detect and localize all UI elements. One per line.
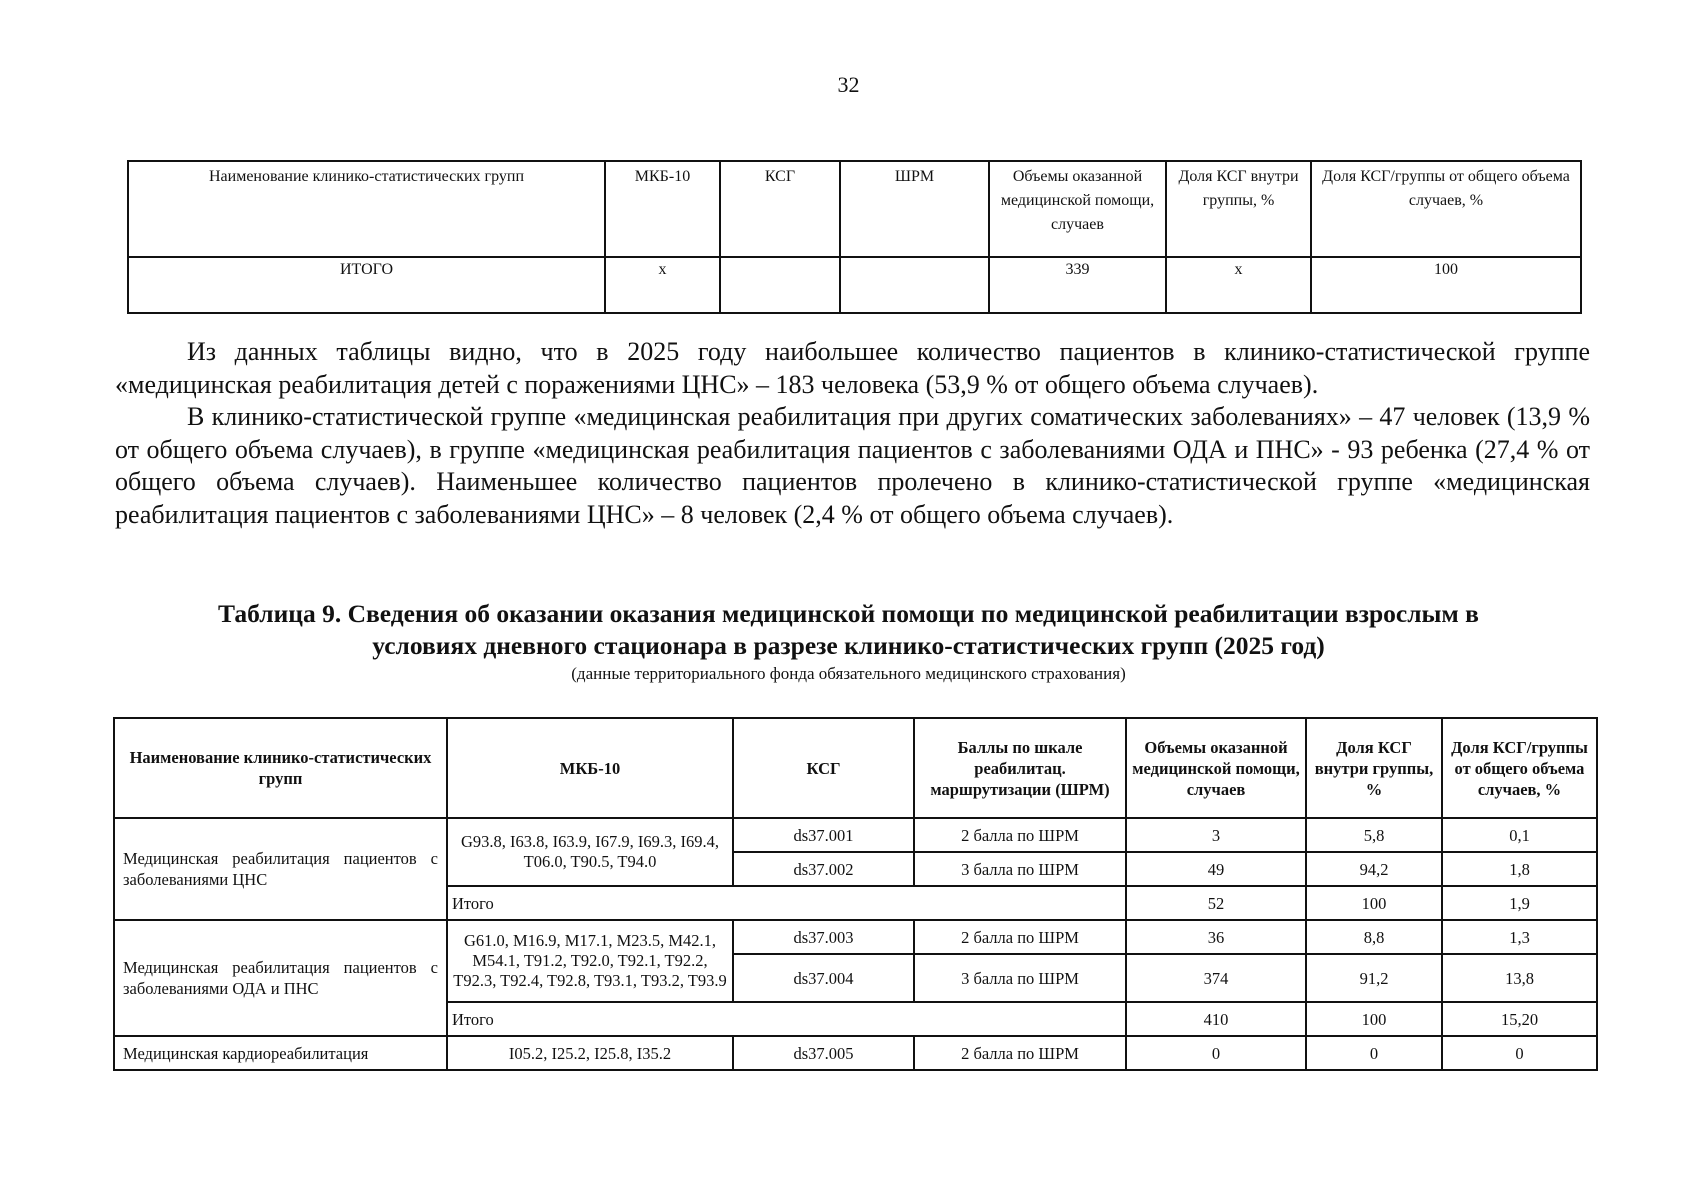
share-total-cell: 13,8 xyxy=(1442,954,1597,1002)
table-row xyxy=(128,257,1581,313)
table-cell: ИТОГО xyxy=(128,257,605,313)
table-row xyxy=(114,818,1597,852)
header-cell: Доля КСГ внутри группы, % xyxy=(1166,161,1311,257)
icd-cell: I05.2, I25.2, I25.8, I35.2 xyxy=(447,1036,733,1070)
volume-cell: 374 xyxy=(1126,954,1306,1002)
volume-cell: 3 xyxy=(1126,818,1306,852)
group-name-cell: Медицинская реабилитация пациентов с заболеваниями ОДА и ПНС xyxy=(114,920,447,1036)
header-cell: Доля КСГ внутри группы, % xyxy=(1306,718,1442,818)
ksg-cell: ds37.004 xyxy=(733,954,914,1002)
paragraph-text: В клинико-статистической группе «медицинская реабилитация при других соматических заболеваниях» – 47 человек (13,9 % от общего объема случаев), в группе «медицинская реабилитация пациентов с заболеваниями ОДА и ПНС» - 93 ребенка (27,4 % от общего объема случаев). Наименьшее количество пациентов пролечено в клинико-статистической группе «медицинская реабилитация пациентов с заболеваниями ЦНС» – 8 человек (2,4 % от общего объема случаев). xyxy=(115,402,1590,529)
share-in-group-cell: 8,8 xyxy=(1306,920,1442,954)
share-in-group-cell: 100 xyxy=(1306,1002,1442,1036)
table-cell xyxy=(720,257,840,313)
header-cell: Объемы оказанной медицинской помощи, случаев xyxy=(1126,718,1306,818)
header-cell: Доля КСГ/группы от общего объема случаев, % xyxy=(1311,161,1581,257)
rehabilitation-table xyxy=(113,717,1598,1071)
header-cell: КСГ xyxy=(733,718,914,818)
group-name-cell: Медицинская кардиореабилитация xyxy=(114,1036,447,1070)
header-cell: Объемы оказанной медицинской помощи, случаев xyxy=(989,161,1166,257)
header-cell: Баллы по шкале реабилитац. маршрутизации (ШРМ) xyxy=(914,718,1126,818)
table-row xyxy=(114,920,1597,954)
header-cell: МКБ-10 xyxy=(447,718,733,818)
group-name-cell: Медицинская реабилитация пациентов с заболеваниями ЦНС xyxy=(114,818,447,920)
icd-cell: G93.8, I63.8, I63.9, I67.9, I69.3, I69.4, T06.0, T90.5, T94.0 xyxy=(447,818,733,886)
table-row xyxy=(114,1036,1597,1070)
share-in-group-cell: 5,8 xyxy=(1306,818,1442,852)
table-header-row xyxy=(114,718,1597,818)
ksg-cell: ds37.001 xyxy=(733,818,914,852)
volume-cell: 49 xyxy=(1126,852,1306,886)
header-cell: КСГ xyxy=(720,161,840,257)
header-cell: Доля КСГ/группы от общего объема случаев, % xyxy=(1442,718,1597,818)
share-total-cell: 0 xyxy=(1442,1036,1597,1070)
shrm-cell: 2 балла по ШРМ xyxy=(914,1036,1126,1070)
icd-cell: G61.0, M16.9, M17.1, M23.5, M42.1, M54.1, T91.2, T92.0, T92.1, T92.2, T92.3, T92.4, T92.8, T93.1, T93.2, T93.9 xyxy=(447,920,733,1002)
table-header-row xyxy=(128,161,1581,257)
share-total-cell: 0,1 xyxy=(1442,818,1597,852)
share-total-cell: 1,3 xyxy=(1442,920,1597,954)
volume-cell: 36 xyxy=(1126,920,1306,954)
header-cell: МКБ-10 xyxy=(605,161,720,257)
ksg-cell: ds37.005 xyxy=(733,1036,914,1070)
table-cell: 339 xyxy=(989,257,1166,313)
share-in-group-cell: 94,2 xyxy=(1306,852,1442,886)
header-cell: ШРМ xyxy=(840,161,989,257)
summary-table xyxy=(127,160,1582,314)
volume-cell: 0 xyxy=(1126,1036,1306,1070)
shrm-cell: 3 балла по ШРМ xyxy=(914,954,1126,1002)
table-cell xyxy=(840,257,989,313)
share-in-group-cell: 0 xyxy=(1306,1036,1442,1070)
paragraph xyxy=(115,336,1590,401)
header-cell: Наименование клинико-статистических групп xyxy=(114,718,447,818)
share-in-group-cell: 100 xyxy=(1306,886,1442,920)
shrm-cell: 3 балла по ШРМ xyxy=(914,852,1126,886)
total-label-cell: Итого xyxy=(447,1002,1126,1036)
total-label-cell: Итого xyxy=(447,886,1126,920)
table-caption xyxy=(0,598,1697,662)
ksg-cell: ds37.002 xyxy=(733,852,914,886)
paragraph-text: Из данных таблицы видно, что в 2025 году наибольшее количество пациентов в клинико-статистической группе «медицинская реабилитация детей с поражениями ЦНС» – 183 человека (53,9 % от общего объема случаев). xyxy=(115,337,1590,399)
shrm-cell: 2 балла по ШРМ xyxy=(914,818,1126,852)
header-cell: Наименование клинико-статистических групп xyxy=(128,161,605,257)
volume-cell: 52 xyxy=(1126,886,1306,920)
table-cell: х xyxy=(605,257,720,313)
shrm-cell: 2 балла по ШРМ xyxy=(914,920,1126,954)
table-source-note: (данные территориального фонда обязательного медицинского страхования) xyxy=(571,664,1126,683)
share-total-cell: 1,8 xyxy=(1442,852,1597,886)
ksg-cell: ds37.003 xyxy=(733,920,914,954)
share-total-cell: 1,9 xyxy=(1442,886,1597,920)
caption-line: условиях дневного стационара в разрезе клинико-статистических групп (2025 год) xyxy=(372,631,1325,660)
table-cell: 100 xyxy=(1311,257,1581,313)
share-in-group-cell: 91,2 xyxy=(1306,954,1442,1002)
caption-line: Таблица 9. Сведения об оказании оказания медицинской помощи по медицинской реабилитации взрослым в xyxy=(218,599,1479,628)
page-number: 32 xyxy=(837,72,860,97)
volume-cell: 410 xyxy=(1126,1002,1306,1036)
table-cell: х xyxy=(1166,257,1311,313)
share-total-cell: 15,20 xyxy=(1442,1002,1597,1036)
paragraph xyxy=(115,401,1590,531)
